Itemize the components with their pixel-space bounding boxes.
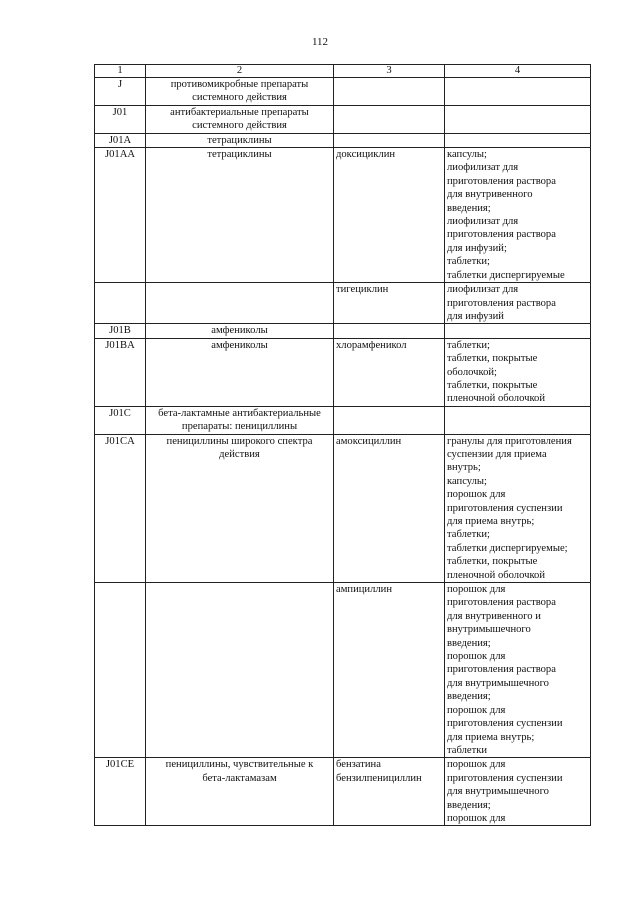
- dosage-forms-cell-line: капсулы;: [447, 475, 487, 487]
- dosage-forms-cell-line: лиофилизат для: [447, 284, 519, 296]
- column-header-2: 2: [146, 65, 334, 78]
- dosage-forms-cell: [445, 148, 591, 283]
- dosage-forms-cell-line: капсулы;: [447, 149, 487, 161]
- dosage-forms-cell-line: порошок для: [447, 759, 506, 771]
- atc-code-cell: J01AA: [95, 148, 146, 283]
- table-row: [95, 324, 591, 338]
- drug-table: [94, 64, 591, 826]
- drug-name-cell-line: ампициллин: [336, 584, 392, 596]
- dosage-forms-cell-line: для приема внутрь;: [447, 731, 535, 743]
- dosage-forms-cell-line: приготовления суспензии: [447, 772, 563, 784]
- pharmacological-group-cell-line: тетрациклины: [207, 149, 272, 161]
- dosage-forms-cell-line: приготовления суспензии: [447, 502, 563, 514]
- dosage-forms-cell-line: таблетки, покрытые: [447, 353, 538, 365]
- table-row: [95, 338, 591, 406]
- dosage-forms-cell-line: для инфузий;: [447, 242, 507, 254]
- dosage-forms-cell-line: порошок для: [447, 704, 506, 716]
- dosage-forms-cell-line: введения;: [447, 202, 491, 214]
- pharmacological-group-cell-line: препараты: пенициллины: [181, 421, 298, 433]
- dosage-forms-cell: [445, 105, 591, 133]
- dosage-forms-cell: [445, 406, 591, 434]
- pharmacological-group-cell-line: тетрациклины: [207, 134, 272, 146]
- drug-name-cell: [334, 406, 445, 434]
- pharmacological-group-cell: [146, 324, 334, 338]
- atc-code-cell: J01A: [95, 133, 146, 147]
- pharmacological-group-cell: [146, 148, 334, 283]
- drug-name-cell-line: бензилпенициллин: [336, 772, 422, 784]
- drug-name-cell: [334, 434, 445, 582]
- dosage-forms-cell-line: внутрь;: [447, 462, 481, 474]
- pharmacological-group-cell: [146, 583, 334, 758]
- dosage-forms-cell-line: введения;: [447, 799, 491, 811]
- atc-code-cell: [95, 583, 146, 758]
- dosage-forms-cell-line: приготовления раствора: [447, 229, 556, 241]
- dosage-forms-cell: [445, 133, 591, 147]
- dosage-forms-cell-line: введения;: [447, 637, 491, 649]
- drug-name-cell-line: хлорамфеникол: [336, 339, 407, 351]
- pharmacological-group-cell-line: бета-лактамазам: [202, 772, 277, 784]
- pharmacological-group-cell-line: системного действия: [192, 120, 287, 132]
- page-number: 112: [311, 36, 329, 48]
- table-row: [95, 283, 591, 324]
- dosage-forms-cell-line: таблетки, покрытые: [447, 379, 538, 391]
- dosage-forms-cell-line: приготовления раствора: [447, 175, 556, 187]
- pharmacological-group-cell-line: пенициллины, чувствительные к: [165, 759, 314, 771]
- dosage-forms-cell-line: приготовления раствора: [447, 664, 556, 676]
- dosage-forms-cell-line: пленочной оболочкой: [447, 569, 546, 581]
- dosage-forms-cell-line: введения;: [447, 691, 491, 703]
- drug-name-cell-line: амоксициллин: [336, 435, 402, 447]
- table-row: [95, 758, 591, 826]
- pharmacological-group-cell: [146, 758, 334, 826]
- pharmacological-group-cell: [146, 105, 334, 133]
- drug-name-cell: [334, 148, 445, 283]
- dosage-forms-cell-line: порошок для: [447, 584, 506, 596]
- pharmacological-group-cell-line: противомикробные препараты: [170, 79, 309, 90]
- pharmacological-group-cell-line: бета-лактамные антибактериальные: [158, 407, 321, 419]
- atc-code-cell: J01B: [95, 324, 146, 338]
- dosage-forms-cell-line: лиофилизат для: [447, 216, 519, 228]
- pharmacological-group-cell-line: действия: [219, 448, 260, 460]
- drug-name-cell: [334, 758, 445, 826]
- dosage-forms-cell-line: таблетки: [447, 744, 488, 756]
- dosage-forms-cell: [445, 324, 591, 338]
- drug-name-cell: [334, 583, 445, 758]
- pharmacological-group-cell-line: амфениколы: [211, 325, 268, 337]
- dosage-forms-cell-line: оболочкой;: [447, 366, 497, 378]
- atc-code-cell: J01C: [95, 406, 146, 434]
- drug-name-cell-line: доксициклин: [336, 149, 396, 161]
- dosage-forms-cell: [445, 283, 591, 324]
- dosage-forms-cell-line: приготовления раствора: [447, 597, 556, 609]
- table-row: [95, 78, 591, 106]
- dosage-forms-cell-line: для внутримышечного: [447, 786, 549, 798]
- pharmacological-group-cell-line: амфениколы: [211, 339, 268, 351]
- dosage-forms-cell: [445, 434, 591, 582]
- column-header-4: 4: [445, 65, 591, 78]
- dosage-forms-cell-line: таблетки, покрытые: [447, 556, 538, 568]
- atc-code-cell: [95, 283, 146, 324]
- table-row: [95, 434, 591, 582]
- pharmacological-group-cell-line: антибактериальные препараты: [170, 106, 309, 118]
- dosage-forms-cell-line: таблетки диспергируемые: [447, 269, 565, 281]
- drug-name-cell-line: бензатина: [336, 759, 381, 771]
- atc-code-cell: J01CE: [95, 758, 146, 826]
- pharmacological-group-cell: [146, 78, 334, 106]
- column-header-1: 1: [95, 65, 146, 78]
- table-row: [95, 105, 591, 133]
- pharmacological-group-cell: [146, 338, 334, 406]
- drug-name-cell-line: тигециклин: [336, 284, 389, 296]
- drug-name-cell: [334, 105, 445, 133]
- drug-name-cell: [334, 283, 445, 324]
- drug-name-cell: [334, 324, 445, 338]
- dosage-forms-cell-line: порошок для: [447, 812, 506, 824]
- dosage-forms-cell-line: внутримышечного: [447, 624, 531, 636]
- atc-code-cell: J01BA: [95, 338, 146, 406]
- dosage-forms-cell-line: пленочной оболочкой: [447, 393, 546, 405]
- drug-name-cell: [334, 338, 445, 406]
- header-row: [95, 65, 591, 78]
- pharmacological-group-cell: [146, 283, 334, 324]
- table-body: [95, 78, 591, 826]
- dosage-forms-cell-line: лиофилизат для: [447, 162, 519, 174]
- dosage-forms-cell-line: для приема внутрь;: [447, 516, 535, 527]
- dosage-forms-cell: [445, 583, 591, 758]
- table-row: [95, 133, 591, 147]
- dosage-forms-cell: [445, 758, 591, 826]
- dosage-forms-cell-line: для инфузий: [447, 310, 504, 322]
- table-row: [95, 583, 591, 758]
- dosage-forms-cell: [445, 78, 591, 106]
- dosage-forms-cell-line: приготовления раствора: [447, 297, 556, 309]
- dosage-forms-cell-line: суспензии для приема: [447, 448, 547, 460]
- pharmacological-group-cell-line: пенициллины широкого спектра: [166, 435, 313, 447]
- table-row: [95, 406, 591, 434]
- dosage-forms-cell-line: гранулы для приготовления: [447, 435, 572, 447]
- drug-name-cell: [334, 133, 445, 147]
- dosage-forms-cell-line: таблетки диспергируемые;: [447, 542, 568, 554]
- dosage-forms-cell-line: порошок для: [447, 651, 506, 663]
- dosage-forms-cell-line: таблетки;: [447, 256, 490, 268]
- drug-name-cell: [334, 78, 445, 106]
- dosage-forms-cell-line: таблетки;: [447, 529, 490, 541]
- atc-code-cell: J01CA: [95, 434, 146, 582]
- atc-code-cell: J: [95, 78, 146, 106]
- pharmacological-group-cell: [146, 133, 334, 147]
- dosage-forms-cell-line: для внутривенного: [447, 189, 533, 201]
- dosage-forms-cell-line: таблетки;: [447, 339, 490, 351]
- pharmacological-group-cell: [146, 406, 334, 434]
- dosage-forms-cell: [445, 338, 591, 406]
- column-header-3: 3: [334, 65, 445, 78]
- atc-code-cell: J01: [95, 105, 146, 133]
- dosage-forms-cell-line: для внутримышечного: [447, 677, 549, 689]
- pharmacological-group-cell-line: системного действия: [192, 92, 287, 104]
- dosage-forms-cell-line: приготовления суспензии: [447, 718, 563, 730]
- pharmacological-group-cell: [146, 434, 334, 582]
- dosage-forms-cell-line: порошок для: [447, 489, 506, 501]
- dosage-forms-cell-line: для внутривенного и: [447, 610, 541, 622]
- table-row: [95, 148, 591, 283]
